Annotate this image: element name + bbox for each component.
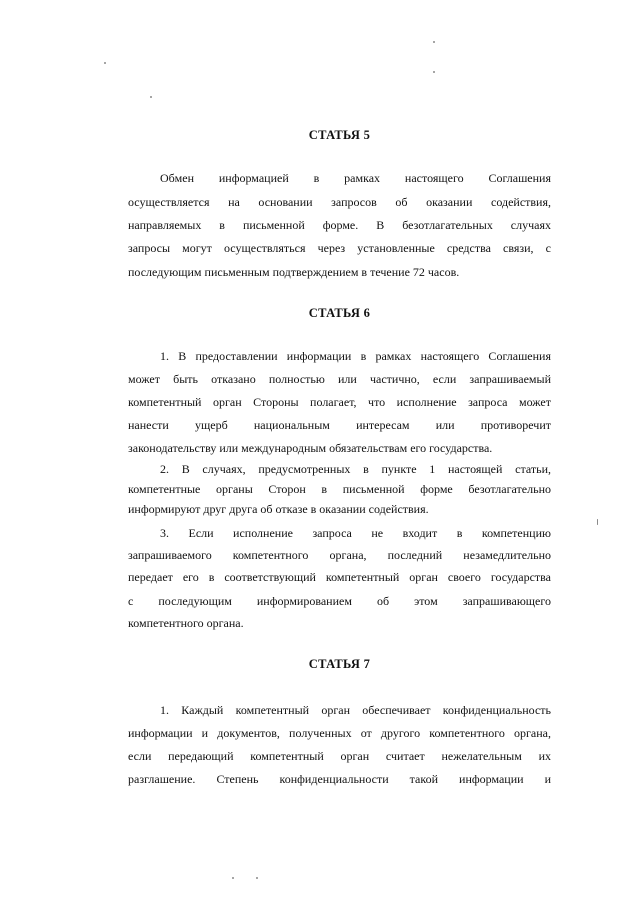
scan-speck xyxy=(433,71,435,73)
scan-speck xyxy=(597,519,598,525)
paragraph-line: информации и документов, полученных от другого компетентного органа, xyxy=(128,726,551,740)
paragraph-line: компетентного органа. xyxy=(128,616,244,630)
article-heading: СТАТЬЯ 5 xyxy=(308,128,371,142)
article-heading: СТАТЬЯ 6 xyxy=(308,306,371,320)
scan-speck xyxy=(433,41,435,43)
article-heading: СТАТЬЯ 7 xyxy=(308,657,371,671)
paragraph-line: нанести ущерб национальным интересам или противоречит xyxy=(128,418,551,432)
paragraph-line: последующим письменным подтверждением в течение 72 часов. xyxy=(128,265,460,279)
scan-speck xyxy=(104,62,106,64)
scan-speck xyxy=(232,877,234,879)
paragraph-line: информируют друг друга об отказе в оказании содействия. xyxy=(128,502,429,516)
paragraph-line: разглашение. Степень конфиденциальности такой информации и xyxy=(128,772,551,786)
paragraph-line: направляемых в письменной форме. В безотлагательных случаях xyxy=(128,218,551,232)
scan-speck xyxy=(256,877,258,879)
paragraph-line: передает его в соответствующий компетентный орган своего государства xyxy=(128,570,551,584)
paragraph-line: запрашиваемого компетентного органа, последний незамедлительно xyxy=(128,548,551,562)
paragraph-line: может быть отказано полностью или частично, если запрашиваемый xyxy=(128,372,551,386)
paragraph-line: осуществляется на основании запросов об оказании содействия, xyxy=(128,195,551,209)
paragraph-line: 3. Если исполнение запроса не входит в компетенцию xyxy=(160,526,551,540)
paragraph-line: запросы могут осуществляться через установленные средства связи, с xyxy=(128,241,551,255)
paragraph-line: 1. Каждый компетентный орган обеспечивает конфиденциальность xyxy=(160,703,551,717)
scan-speck xyxy=(150,96,152,98)
paragraph-line: компетентные органы Сторон в письменной форме безотлагательно xyxy=(128,482,551,496)
paragraph-line: законодательству или международным обязательствам его государства. xyxy=(128,441,493,455)
paragraph-line: 1. В предоставлении информации в рамках настоящего Соглашения xyxy=(160,349,551,363)
paragraph-line: с последующим информированием об этом запрашивающего xyxy=(128,594,551,608)
paragraph-line: если передающий компетентный орган считает нежелательным их xyxy=(128,749,551,763)
paragraph-line: Обмен информацией в рамках настоящего Соглашения xyxy=(160,171,551,185)
paragraph-line: 2. В случаях, предусмотренных в пункте 1 настоящей статьи, xyxy=(160,462,551,476)
paragraph-line: компетентный орган Стороны полагает, что исполнение запроса может xyxy=(128,395,551,409)
